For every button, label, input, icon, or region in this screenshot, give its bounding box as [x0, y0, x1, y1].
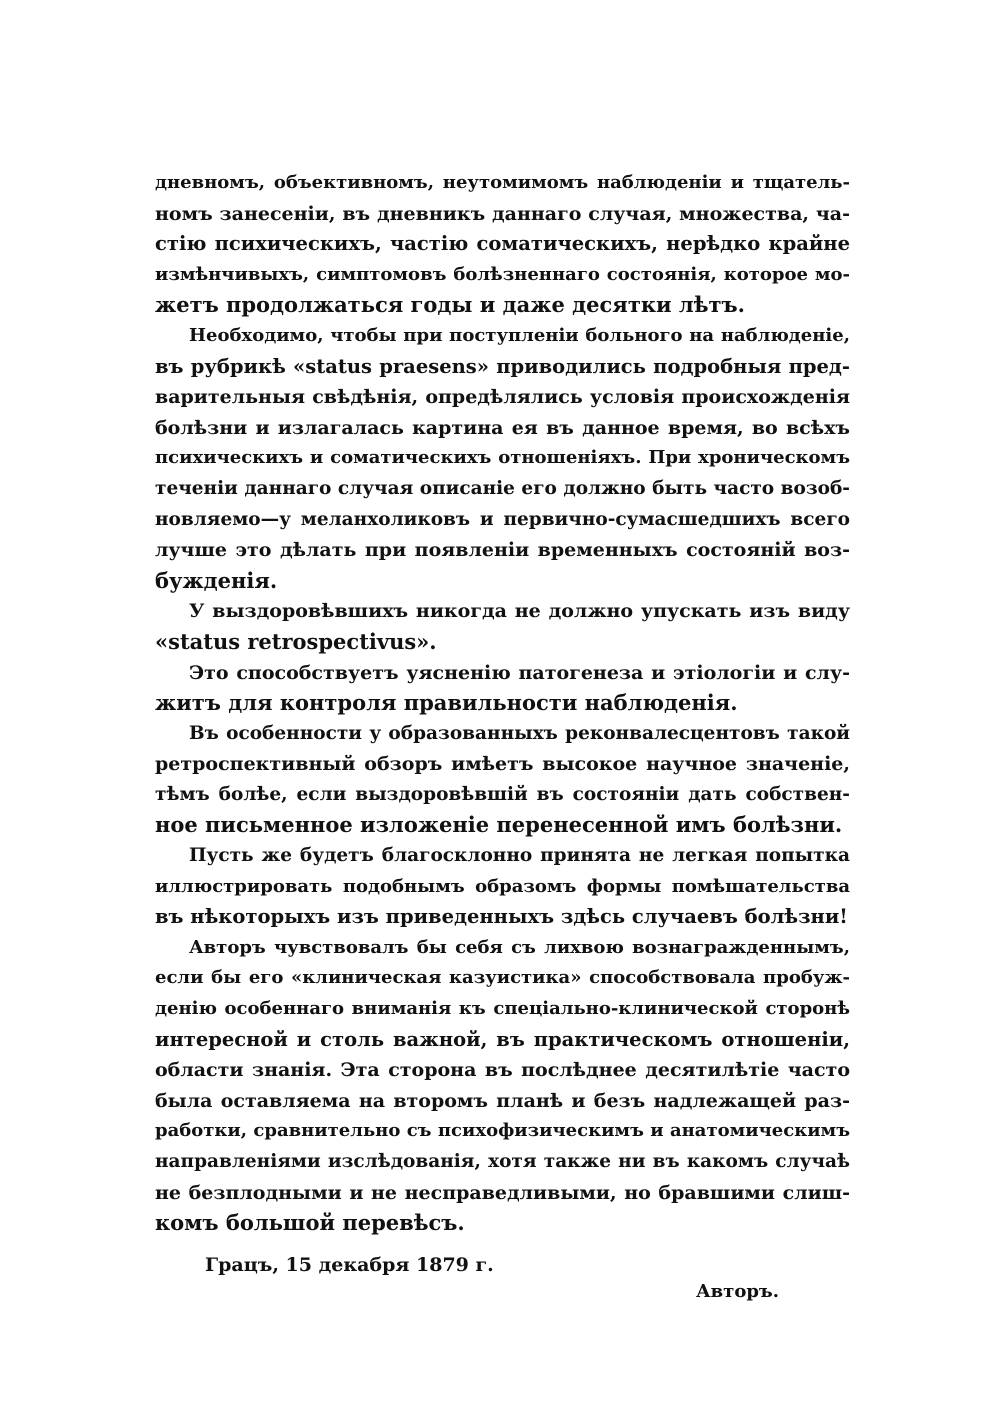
text-line: «status retrospectivus».: [155, 628, 437, 654]
text-line: работки, сравнительно съ психофизическимъ и анатомическимъ: [155, 1120, 850, 1142]
text-line: интересной и столь важной, въ практическомъ отношеніи,: [155, 1027, 850, 1051]
text-line: стію психическихъ, частію соматическихъ, нерѣдко крайне: [155, 232, 850, 256]
text-line: въ нѣкоторыхъ изъ приведенныхъ здѣсь случаевъ болѣзни!: [155, 905, 848, 929]
text-line: иллюстрировать подобнымъ образомъ формы помѣшательства: [155, 875, 850, 897]
text-line: измѣнчивыхъ, симптомовъ болѣзненнаго состоянія, которое мо-: [155, 263, 850, 285]
text-line: Пусть же будетъ благосклонно принята не легкая попытка: [189, 845, 850, 867]
text-line: комъ большой перевѣсъ.: [155, 1210, 465, 1236]
text-line: Авторъ чувствовалъ бы себя съ лихвою вознагражденнымъ,: [189, 936, 850, 958]
text-line: ретроспективный обзоръ имѣетъ высокое научное значеніе,: [155, 753, 850, 776]
text-line: если бы его «клиническая казуистика» способствовала пробуж-: [155, 967, 850, 989]
text-line: болѣзни и излагалась картина ея въ данное время, во всѣхъ: [155, 416, 850, 439]
text-line: ное письменное изложеніе перенесенной имъ болѣзни.: [155, 812, 843, 838]
text-line: въ рубрикѣ «status praesens» приводились подробныя пред-: [155, 354, 850, 378]
text-line: области знанія. Эта сторона въ послѣднее десятилѣтіе часто: [155, 1059, 850, 1082]
body-text: [155, 168, 850, 1239]
text-line: лучше это дѣлать при появленіи временныхъ состояній воз-: [155, 539, 850, 562]
text-line: Необходимо, чтобы при поступленіи больного на наблюденіе,: [189, 324, 850, 346]
text-line: житъ для контроля правильности наблюденія.: [155, 690, 738, 716]
text-line: варительныя свѣдѣнія, опредѣлялись условія происхожденія: [155, 386, 850, 409]
text-line: новляемо—у меланхоликовъ и первично-сумасшедшихъ всего: [155, 508, 850, 530]
text-line: теченіи даннаго случая описаніе его должно быть часто возоб-: [155, 477, 850, 499]
text-line: жетъ продолжаться годы и даже десятки лѣтъ.: [155, 292, 745, 318]
text-line: не безплодными и не несправедливыми, но бравшими слиш-: [155, 1181, 850, 1204]
text-line: Въ особенности у образованныхъ реконвалесцентовъ такой: [189, 722, 850, 744]
author-signature: Авторъ.: [696, 1281, 779, 1302]
text-line: бужденія.: [155, 567, 278, 593]
date-line: Грацъ, 15 декабря 1879 г.: [205, 1254, 494, 1276]
text-line: дневномъ, объективномъ, неутомимомъ наблюденіи и тщатель-: [155, 172, 850, 193]
text-line: номъ занесеніи, въ дневникъ даннаго случая, множества, ча-: [155, 202, 850, 225]
text-line: У выздоровѣвшихъ никогда не должно упускать изъ виду: [189, 600, 850, 623]
text-line: Это способствуетъ уясненію патогенеза и этіологіи и слу-: [189, 661, 850, 684]
text-line: денію особеннаго вниманія къ спеціально-клинической сторонѣ: [155, 998, 850, 1020]
text-line: психическихъ и соматическихъ отношеніяхъ. При хроническомъ: [155, 447, 850, 469]
text-line: тѣмъ болѣе, если выздоровѣвшій въ состояніи дать собствен-: [155, 783, 850, 805]
text-line: направленіями изслѣдованія, хотя также ни въ какомъ случаѣ: [155, 1151, 850, 1172]
text-line: была оставляема на второмъ планѣ и безъ надлежащей раз-: [155, 1089, 850, 1112]
